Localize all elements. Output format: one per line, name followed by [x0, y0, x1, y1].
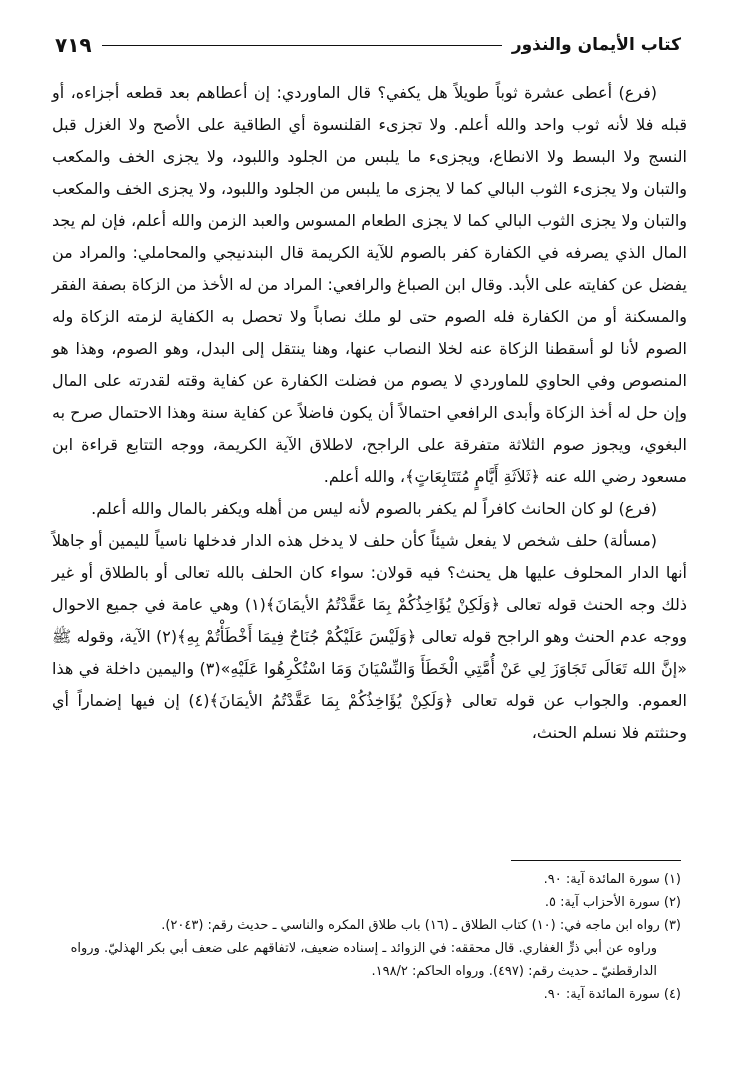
- paragraph-far-1: (فرع) أعطى عشرة ثوباً طويلاً هل يكفي؟ قال الماوردي: إن أعطاهم بعد قطعه أجزاءه، أو قبله فلا لأنه ثوب واحد والله أعلم. ولا تجزىء القلنسوة أي الطاقية على الأصح ولا الغزل قبل النسج ولا البسط ولا الانطاع، ويجزىء ما يلبس من الجلود واللبود، ولا يجزى الخف والمكعب والتبان ولا يجزىء الثوب البالي كما لا يجزى ما يلبس من الجلود واللبود، ولا يجزى الخف والمكعب والتبان ولا يجزى الثوب البالي كما لا يجزى الطعام المسوس والعبد الزمن والله أعلم، فإن لم يجد المال الذي يصرفه في الكفارة كفر بالصوم للآية الكريمة قال البندنيجي والمحاملي: والمراد من يفضل عن كفايته على الأبد. وقال ابن الصباغ والرافعي: المراد من له الأخذ من الزكاة بصفة الفقر والمسكنة أو من الكفارة فله الصوم حتى لو ملك نصاباً ولا تحصل به الكفاية لزمته الزكاة وله الصوم لأنا لو أسقطنا الزكاة عنه لخلا النصاب عنها، وهنا ينتقل إلى البدل، وهو الصوم، وهذا هو المنصوص وفي الحاوي للماوردي لا يصوم من فضلت الكفارة عن كفاية وقته لقدرته على المال وإن حل له أخذ الزكاة وأبدى الرافعي احتمالاً أن يكون فاضلاً عن كفاية سنة وهذا الاحتمال صرح به البغوي، ويجوز صوم الثلاثة متفرقة على الراجح، لاطلاق الآية الكريمة، ووجه التتابع قراءة ابن مسعود رضي الله عنه ﴿ثَلاَثَةِ أَيَّامٍ مُتَتَابِعَاتٍ﴾، والله أعلم.: [52, 83, 687, 486]
- footnote-4: (٤) سورة المائدة آية: ٩٠.: [543, 987, 681, 1002]
- chapter-title: كتاب الأيمان والنذور: [511, 35, 681, 55]
- footnote-3: (٣) رواه ابن ماجه في: (١٠) كتاب الطلاق ـ (١٦) باب طلاق المكره والناسي ـ حديث رقم: (٢٠٤٣).: [161, 918, 681, 933]
- footnote-3-continuation: وراوه عن أبي ذرٍّ الغفاري. قال محققه: في الزوائد ـ إسناده ضعيف، لاتفاقهم على ضعف أبي بكر الهذليّ. ورواه الدارقطنيّ ـ حديث رقم: (٤٩٧). ورواه الحاكم: ١٩٨/٢.: [70, 941, 657, 979]
- paragraph-masala: (مسألة) حلف شخص لا يفعل شيئاً كأن حلف لا يدخل هذه الدار فدخلها ناسياً لليمين أو جاهلاً أنها الدار المحلوف عليها هل يحنث؟ فيه قولان: سواء كان الحلف بالله تعالى أو بالطلاق أو غير ذلك وجه الحنث قوله تعالى ﴿وَلَكِنْ يُؤَاخِذُكُمْ بِمَا عَقَّدْتُمُ الأيمَانَ﴾(١) وهي عامة في جميع الاحوال ووجه عدم الحنث وهو الراجح قوله تعالى ﴿وَلَيْسَ عَلَيْكُمْ جُنَاحٌ فِيمَا أَخْطَأْتُمْ بِهِ﴾(٢) الآية، وقوله ﷺ «إنَّ الله تَعَالَى تَجَاوَزَ لِي عَنْ أُمَّتِي الْخَطَأَ وَالنِّسْيَانَ وَمَا اسْتُكْرِهُوا عَلَيْهِ»(٣) واليمين داخلة في هذا العموم. والجواب عن قوله تعالى ﴿وَلَكِنْ يُؤَاخِذُكُمْ بِمَا عَقَّدْتُمُ الأيمَانَ﴾(٤) إن فيها إضماراً أي وحنثتم فلا نسلم الحنث،: [52, 531, 688, 742]
- paragraph-far-2: (فرع) لو كان الحانث كافراً لم يكفر بالصوم لأنه ليس من أهله ويكفر بالمال والله أعلم.: [91, 499, 657, 518]
- footnotes: [52, 868, 681, 1006]
- main-text: [52, 77, 687, 841]
- page-number: ٧١٩: [55, 33, 92, 57]
- footnote-1: (١) سورة المائدة آية: ٩٠.: [543, 872, 681, 887]
- running-header: [55, 30, 681, 60]
- header-rule: [102, 45, 502, 46]
- footnote-divider: [511, 860, 681, 861]
- footnote-2: (٢) سورة الأحزاب آية: ٥.: [544, 895, 681, 910]
